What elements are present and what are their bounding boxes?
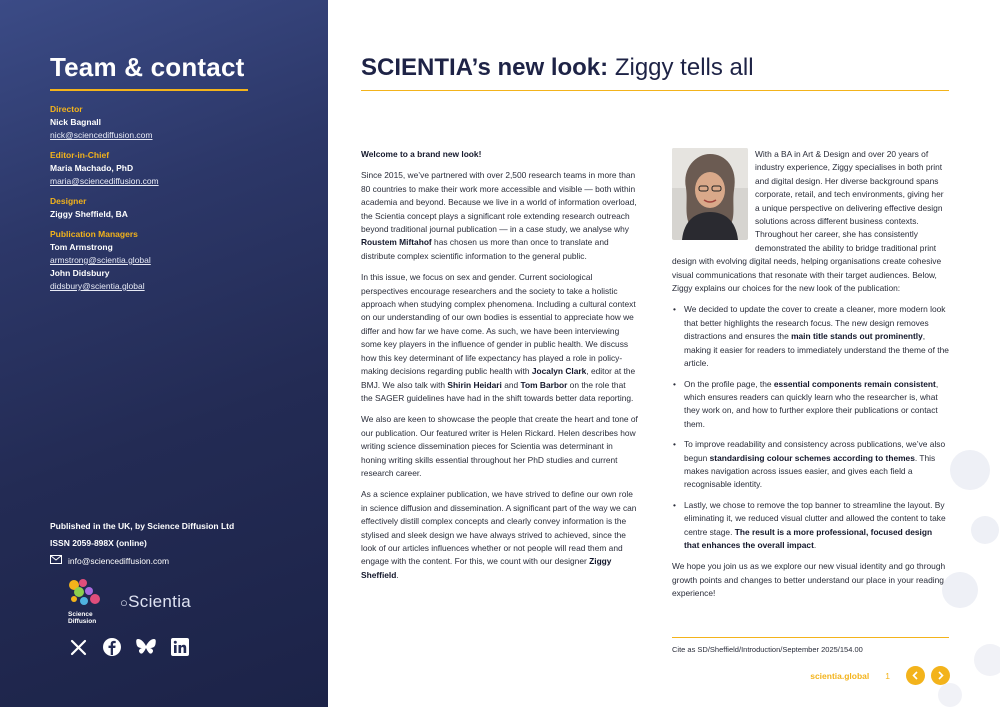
facebook-icon[interactable] [102,637,122,657]
page-title-bold: SCIENTIA’s new look: [361,54,609,81]
text-run: has chosen us more than once to translate and distribute complex scientific information to the general public. [361,237,609,261]
email-link[interactable]: didsbury@scientia.global [50,281,145,291]
mail-icon [50,555,62,566]
designer-portrait [672,148,748,240]
bold-text: main title stands out prominently [791,331,923,342]
text-run: We decided to update the cover to create a cleaner, more modern look that better highlights the research focus. The new design removes distractions and ensures the [684,304,946,342]
science-diffusion-logo [66,577,106,625]
bold-text: Ziggy Sheffield [361,556,612,580]
text-run: . [813,539,817,550]
scientia-logo: ○Scientia [120,592,192,611]
logos [66,577,266,627]
bold-text: essential components remain consistent [773,378,936,389]
scientia-wordmark: Scientia [128,592,192,611]
page-footer [810,666,950,685]
text-run: on the role that the SAGER guidelines have had in the shift towards better data reporting. [361,379,634,403]
linkedin-icon[interactable] [170,637,190,657]
paragraph [361,488,639,582]
bold-text: The result is a more professional, focused design that enhances the overall impact [684,526,933,550]
article-right-column [672,148,949,609]
person-name: Ziggy Sheffield, BA [50,209,128,219]
text-run: , editor at the BMJ. We also talk with [361,366,636,390]
title-divider [361,90,949,91]
paragraph [361,169,639,263]
sidebar-title: Team & contact [50,52,245,82]
text-run: , making it easier for readers to immediately understand the theme of the article. [684,331,949,369]
article-heading: Welcome to a brand new look! [361,149,482,159]
x-icon[interactable] [68,637,88,657]
social-links [68,637,190,657]
role-designer: Designer [50,196,87,206]
email-link[interactable]: nick@sciencediffusion.com [50,130,153,140]
next-page-button[interactable] [931,666,950,685]
info-email[interactable]: info@sciencediffusion.com [68,555,170,566]
text-run: Since 2015, we’ve partnered with over 2,500 research teams in more than 80 countries to make their work more accessible and visible — both within academia and beyond. Because we live in a world of information overload, the Scientia concept plays a significant role extending research outreach beyond traditional journal publication — in a case study, we analyse why [361,170,637,235]
list-item [672,438,949,492]
paragraph [361,413,639,480]
article-left-column [361,148,639,590]
chevron-right-icon [936,671,945,680]
text-run: On the profile page, the [684,378,774,389]
person-name: John Didsbury [50,268,110,278]
role-publication-managers: Publication Managers [50,229,138,239]
text-run: To improve readability and consistency across publications, we’ve also begun [684,439,946,463]
list-item [672,499,949,553]
bluesky-icon[interactable] [136,637,156,657]
role-editor-in-chief: Editor-in-Chief [50,150,110,160]
email-link[interactable]: armstrong@scientia.global [50,255,151,265]
previous-page-button[interactable] [906,666,925,685]
page-title [361,54,754,82]
paragraph [361,271,639,405]
chevron-left-icon [911,671,920,680]
issn: ISSN 2059-898X (online) [50,538,147,548]
paragraph [672,560,949,600]
text-run: and [501,379,521,390]
list-item [672,303,949,370]
design-choices-list [672,303,949,552]
publisher-info [50,521,310,566]
logo-text: Science [68,611,93,618]
cite-divider [672,637,949,638]
bold-text: Roustem Miftahof [361,237,432,248]
person-name: Nick Bagnall [50,117,102,127]
text-run: We hope you join us as we explore our new visual identity and go through growth points and changes to better understand our place in your reading experience! [672,561,946,599]
text-run: We also are keen to showcase the people that create the heart and tone of our publication. Our featured writer is Helen Rickard. Helen describes how writing science dissemination pieces for Scientia was determinant in honing writing skills essential throughout her PhD studies and current research career. [361,414,638,478]
bold-text: Shirin Heidari [447,379,502,390]
person-name: Tom Armstrong [50,242,113,252]
text-run: With a BA in Art & Design and over 20 years of industry experience, Ziggy specialises in both print and digital design. Her diverse background spans corporate, retail, and tech environments, giving her a unique perspective on delivering effective design solutions across different business contexts. Throughout her career, she has consistently demonstrated the ability to bridge traditional print design with evolving digital needs, helping organisations create cohesive visual communications that resonate with their target audiences. Below, Ziggy explains our choices for the new look of the publication: [672,149,944,294]
list-item [672,378,949,432]
text-run: In this issue, we focus on sex and gender. Current sociological perspectives encourage researchers and the society to take a holistic approach when studying complex phenomena. Including a cultural context on our understanding of our own bodies is essential to appreciate how we differ and how far we have come. As such, we have been interviewing some key players in the influence of gender in public health. We discuss how this key determinant of life expectancy has played a role in policy-making decisions regarding public health with [361,272,636,377]
person-name: Maria Machado, PhD [50,163,134,173]
bold-text: standardising colour schemes according to themes [709,452,915,463]
citation: Cite as SD/Sheffield/Introduction/September 2025/154.00 [672,645,863,654]
site-link[interactable]: scientia.global [810,670,870,681]
sidebar [0,0,328,707]
info-email-row[interactable] [50,555,310,566]
role-director: Director [50,104,83,114]
bold-text: Jocalyn Clark [531,366,587,377]
page-number: 1 [885,670,890,681]
page-title-rest: Ziggy tells all [608,54,754,81]
email-link[interactable]: maria@sciencediffusion.com [50,176,159,186]
text-run: . This makes navigation across issues easier, and gives each field a recognisable identity. [684,452,936,490]
text-run: Lastly, we chose to remove the top banner to streamline the layout. By eliminating it, we reduced visual clutter and allowed the content to take centre stage. [684,499,946,537]
sidebar-divider [50,89,248,91]
published-by: Published in the UK, by Science Diffusion Ltd [50,521,235,531]
text-run: , which ensures readers can quickly learn who the researcher is, what they work on, and how to further explore their publications or contact them. [684,378,939,429]
contact-list [50,104,310,291]
logo-text: Diffusion [68,618,97,625]
bold-text: Tom Barbor [520,379,568,390]
text-run: As a science explainer publication, we have strived to define our own role in science diffusion and dissemination. A significant part of the way we can effectively distill complex concepts and clearly convey information is the stylised and sleek design we have always strived to achieved, since the look of our articles influences whether or not people will read them and engage with the content. For this, we count with our designer [361,489,637,567]
text-run: . [396,569,399,580]
